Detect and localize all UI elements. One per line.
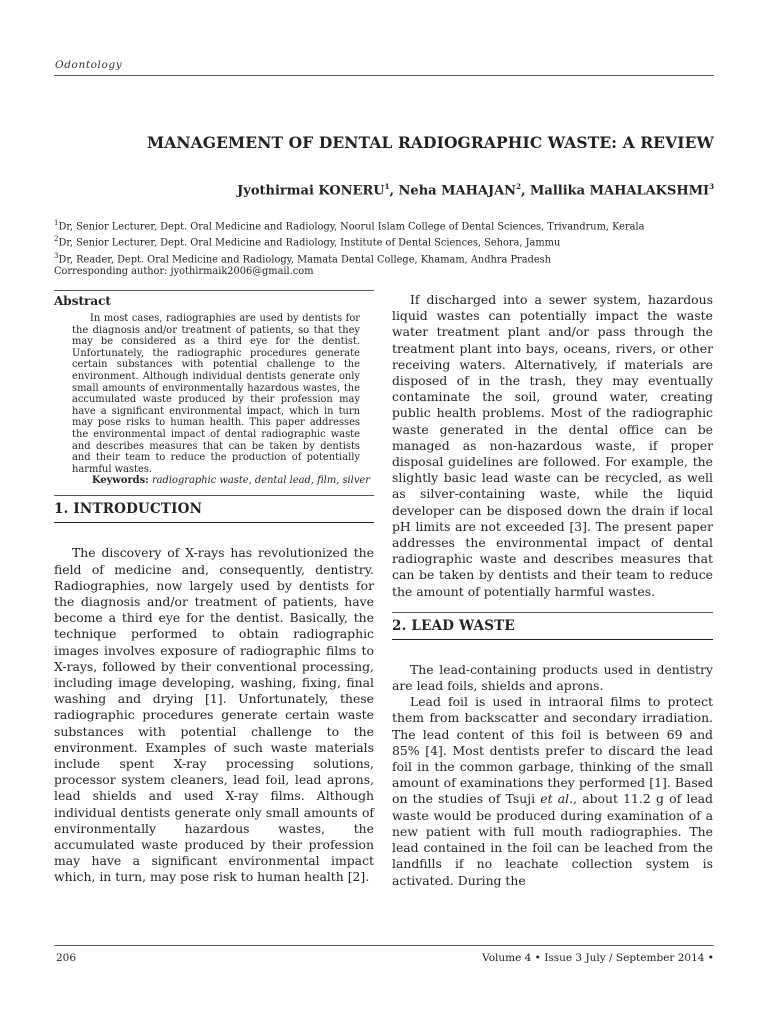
affiliation-text: Dr, Reader, Dept. Oral Medicine and Radiology, Mamata Dental College, Khamam, Andhra Pradesh bbox=[58, 254, 551, 266]
journal-section-label: Odontology bbox=[55, 59, 123, 71]
section-heading-lead-waste: 2. LEAD WASTE bbox=[392, 612, 713, 640]
abstract-heading: Abstract bbox=[54, 290, 374, 313]
right-column bbox=[392, 292, 713, 889]
paragraph-italic: et al. bbox=[540, 791, 574, 807]
affiliation-text: Dr, Senior Lecturer, Dept. Oral Medicine and Radiology, Institute of Dental Sciences, Sehora, Jammu bbox=[58, 237, 561, 249]
issue-info: Volume 4 • Issue 3 July / September 2014 • bbox=[482, 952, 714, 964]
abstract-text: In most cases, radiographies are used by dentists for the diagnosis and/or treatment of patients, so that they may be considered as a third eye for the dentist. Unfortunately, the radiographic procedures generate certain substances with potential challenge to the environment. Although individual dentists generate only small amounts of environmentally hazardous wastes, the accumulated waste produced by their profession may have a significant environmental impact, which in turn may pose risks to human health. This paper addresses the environmental impact of dental radiographic waste and describes measures that can be taken by dentists and their team to reduce the production of potentially harmful wastes. bbox=[72, 313, 360, 475]
header-rule bbox=[54, 75, 714, 76]
affiliation-sup: 1 bbox=[54, 219, 59, 227]
page-number: 206 bbox=[56, 952, 77, 964]
section-heading-introduction: 1. INTRODUCTION bbox=[54, 495, 374, 523]
keywords bbox=[54, 475, 374, 487]
article-title: MANAGEMENT OF DENTAL RADIOGRAPHIC WASTE: A REVIEW bbox=[147, 133, 714, 152]
left-column bbox=[54, 290, 374, 886]
lead-waste-paragraph-2 bbox=[392, 694, 713, 888]
author-name: Mallika MAHALAKSHMI bbox=[530, 183, 710, 199]
introduction-paragraph: The discovery of X-rays has revolutionized the field of medicine and, consequently, dentistry. Radiographies, now largely used by dentists for the diagnosis and/or treatment of patients, have become a third eye for the dentist. Basically, the technique performed to obtain radiographic images involves exposure of radiographic films to X-rays, followed by their conventional processing, including image developing, washing, fixing, final washing and drying [1]. Unfortunately, these radiographic procedures generate certain waste substances with potential challenge to the environment. Examples of such waste materials include spent X-ray processing solutions, processor system cleaners, lead foil, lead aprons, lead shields and used X-ray films. Although individual dentists generate only small amounts of environmentally hazardous wastes, the accumulated waste produced by their profession may have a significant environmental impact which, in turn, may pose risk to human health [2]. bbox=[54, 545, 374, 885]
affiliations bbox=[54, 217, 714, 279]
affiliation bbox=[54, 233, 714, 249]
author-sup: 2 bbox=[516, 182, 521, 191]
affiliation bbox=[54, 250, 714, 266]
keywords-label: Keywords: bbox=[92, 475, 149, 487]
paragraph-text: Lead foil is used in intraoral films to protect them from backscatter and secondary irradiation. The lead content of this foil is between 69 and 85% [4]. Most dentists prefer to discard the lead foil in the common garbage, thinking of the small amount of examinations they performed [1]. Based on the studies of Tsuji bbox=[392, 694, 713, 807]
keywords-list: radiographic waste, dental lead, film, silver bbox=[151, 475, 370, 487]
intro-continued-paragraph: If discharged into a sewer system, hazardous liquid wastes can potentially impact the waste water treatment plant and/or pass through the treatment plant into bays, oceans, rivers, or other receiving waters. Alternatively, if materials are disposed of in the trash, they may eventually contaminate the soil, ground water, creating public health problems. Most of the radiographic waste generated in the dental office can be managed as non-hazardous waste, if proper disposal guidelines are followed. For example, the slightly basic lead waste can be recycled, as well as silver-containing waste, while the liquid developer can be disposed down the drain if local pH limits are not exceeded [3]. The present paper addresses the environmental impact of dental radiographic waste and describes measures that can be taken by dentists and their team to reduce the amount of potentially harmful wastes. bbox=[392, 292, 713, 599]
lead-waste-paragraph-1: The lead-containing products used in dentistry are lead foils, shields and aprons. bbox=[392, 661, 713, 694]
author-list: Jyothirmai KONERU$^1$, Neha MAHAJAN$^2$, Mallika MAHALAKSHMI$^3$ bbox=[237, 182, 714, 199]
paragraph-text: , about 11.2 g of lead waste would be produced during examination of a new patient with full mouth radiographies. The lead contained in the foil can be leached from the landfills if no leachate collection system is activated. During the bbox=[392, 791, 713, 888]
corresponding-author: Corresponding author: jyothirmaik2006@gmail.com bbox=[54, 266, 314, 278]
affiliation bbox=[54, 217, 714, 233]
author-name: Neha MAHAJAN bbox=[398, 183, 517, 199]
author-name: Jyothirmai KONERU bbox=[237, 183, 385, 199]
affiliation-sup: 3 bbox=[54, 251, 59, 260]
affiliation-sup: 2 bbox=[54, 235, 59, 244]
author-sup: 3 bbox=[709, 182, 714, 191]
author-sup: 1 bbox=[384, 182, 390, 191]
footer-rule bbox=[54, 945, 714, 946]
affiliation-text: Dr, Senior Lecturer, Dept. Oral Medicine and Radiology, Noorul Islam College of Dental Sciences, Trivandrum, Kerala bbox=[58, 221, 645, 233]
